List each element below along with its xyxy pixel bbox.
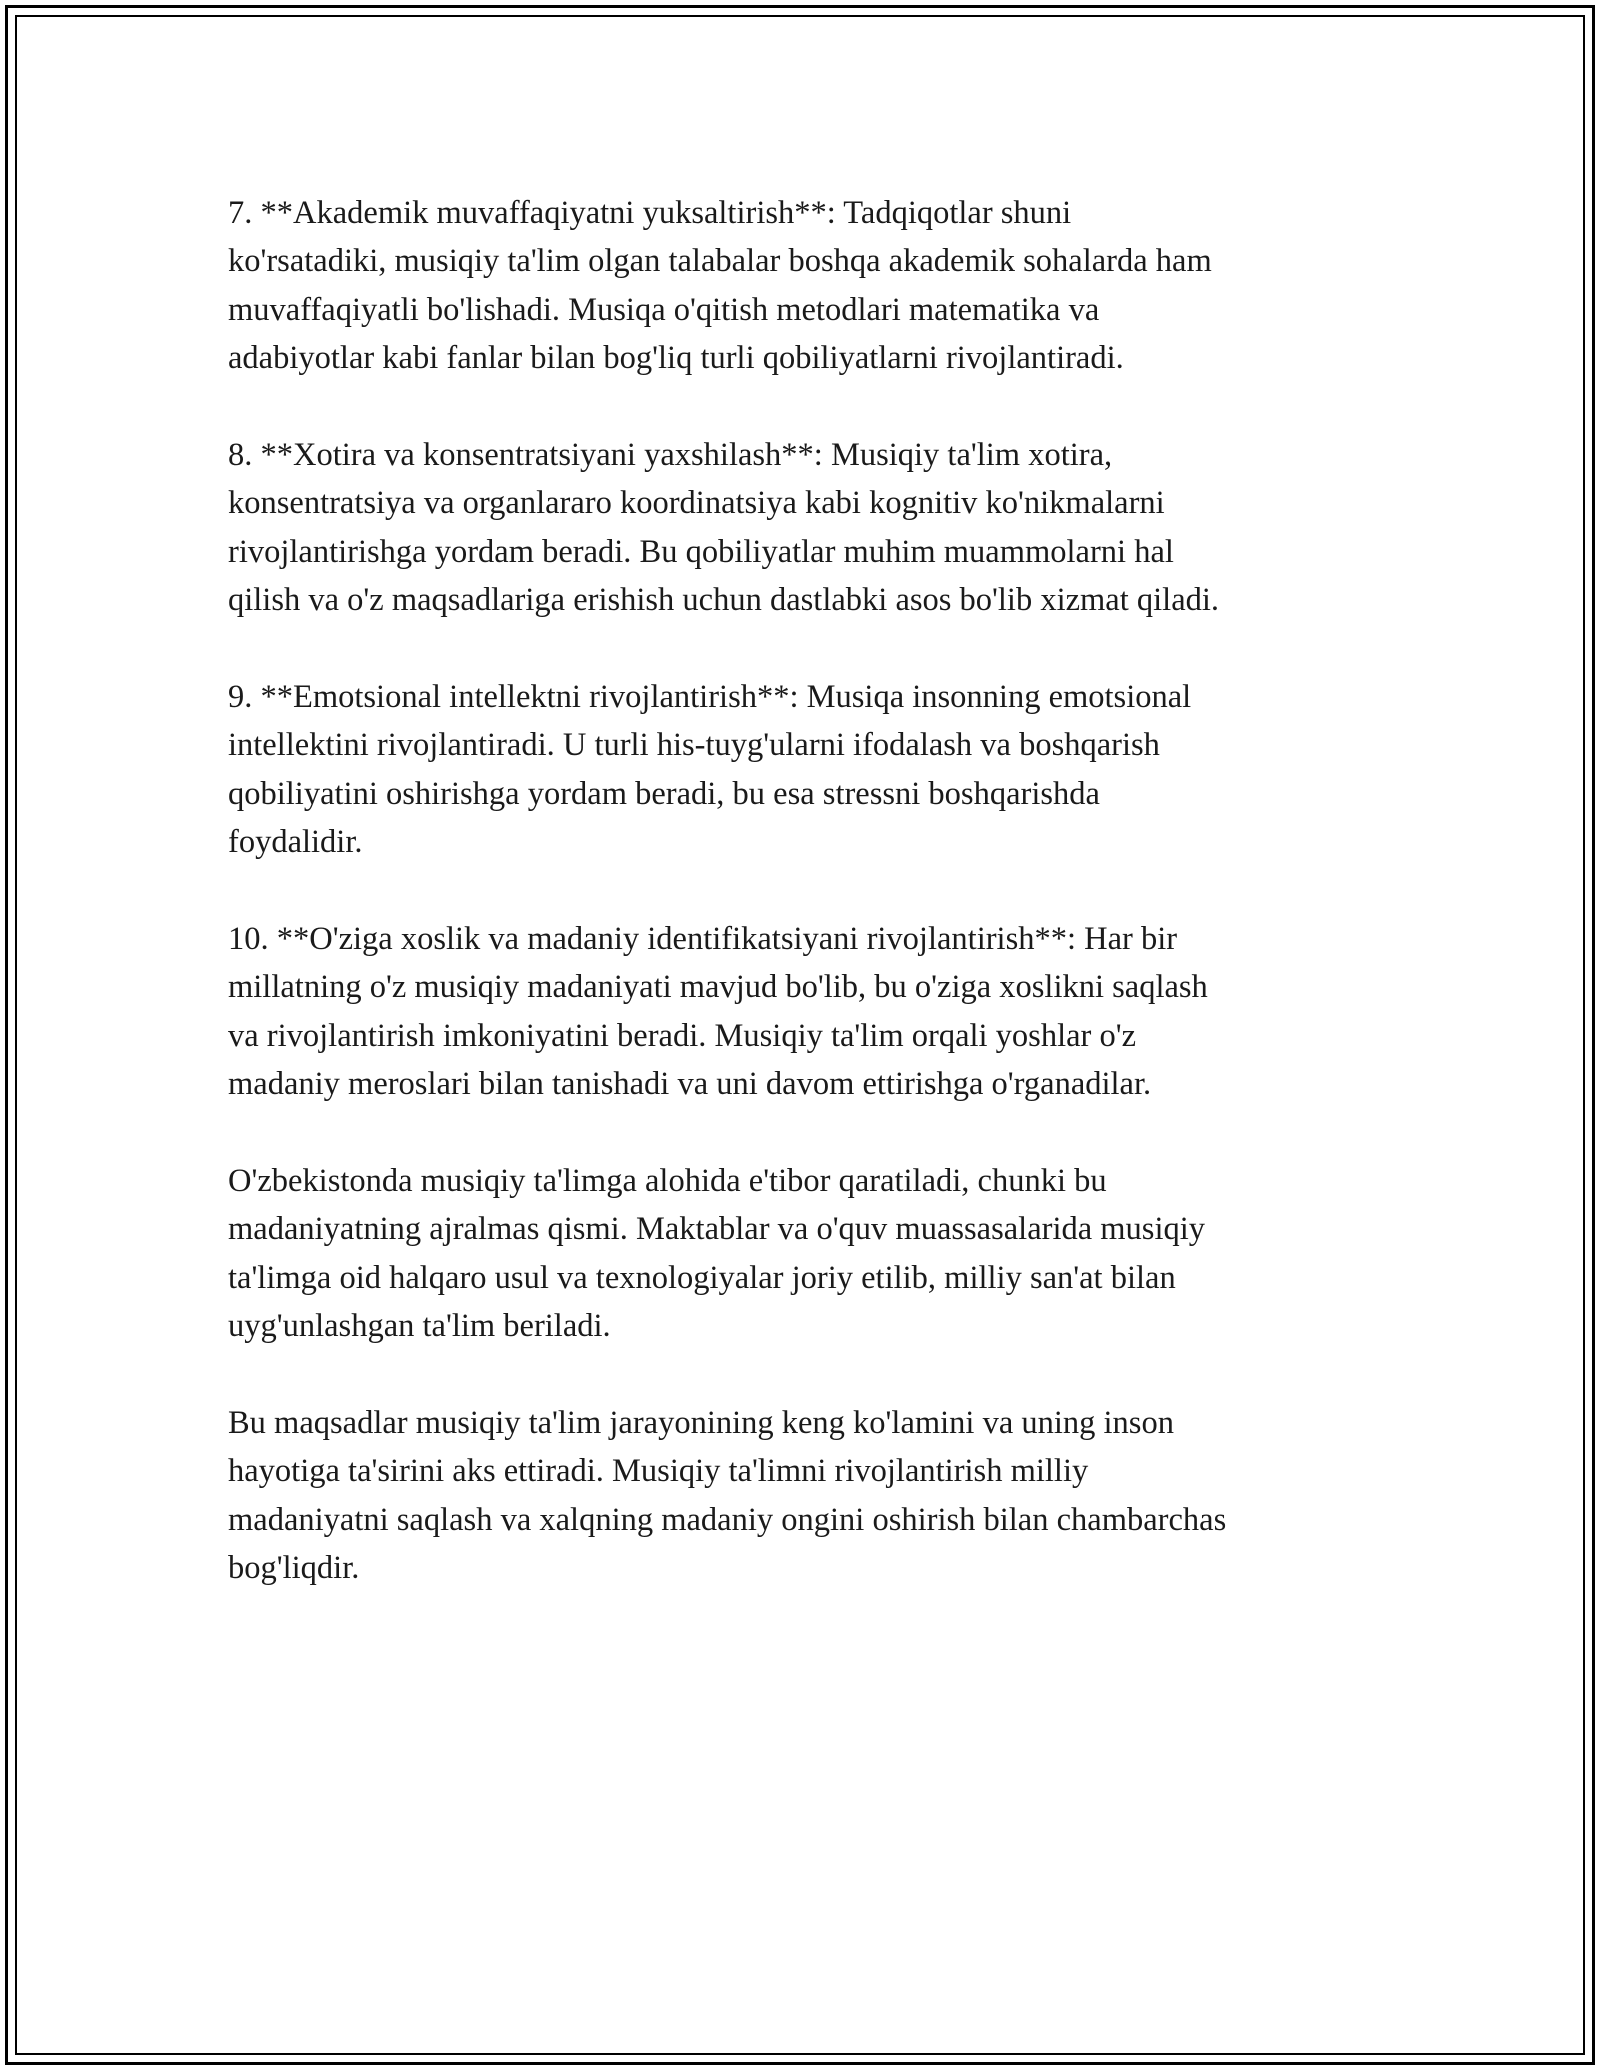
paragraph-item-9: 9. **Emotsional intellektni rivojlantirish**: Musiqa insonning emotsional intellektini rivojlantiradi. U turli his-tuyg'ularni ifodalash va boshqarish qobiliyatini oshirishga yordam beradi, bu esa stressni boshqarishda foydalidir. (228, 679, 1192, 861)
paragraph-item-8: 8. **Xotira va konsentratsiyani yaxshilash**: Musiqiy ta'lim xotira, konsentratsiya va organlararo koordinatsiya kabi kognitiv ko'nikmalarni rivojlantirishga yordam beradi. Bu qobiliyatlar muhim muammolarni hal qilish va o'z maqsadlariga erishish uchun dastlabki asos bo'lib xizmat qiladi. (228, 437, 1220, 619)
paragraph-uzbekistan: O'zbekistonda musiqiy ta'limga alohida e'tibor qaratiladi, chunki bu madaniyatning ajralmas qismi. Maktablar va o'quv muassasalarida musiqiy ta'limga oid halqaro usul va texnologiyalar joriy etilib, milliy san'at bilan uyg'unlashgan ta'lim beriladi. (228, 1163, 1206, 1345)
paragraph-item-7: 7. **Akademik muvaffaqiyatni yuksaltirish**: Tadqiqotlar shuni ko'rsatadiki, musiqiy ta'lim olgan talabalar boshqa akademik sohalarda ham muvaffaqiyatli bo'lishadi. Musiqa o'qitish metodlari matematika va adabiyotlar kabi fanlar bilan bog'liq turli qobiliyatlarni rivojlantiradi. (228, 195, 1212, 377)
document-body (228, 189, 1388, 1641)
paragraph-conclusion: Bu maqsadlar musiqiy ta'lim jarayonining keng ko'lamini va uning inson hayotiga ta'sirini aks ettiradi. Musiqiy ta'limni rivojlantirish milliy madaniyatni saqlash va xalqning madaniy ongini oshirish bilan chambarchas bog'liqdir. (228, 1405, 1227, 1587)
paragraph-item-10: 10. **O'ziga xoslik va madaniy identifikatsiyani rivojlantirish**: Har bir millatning o'z musiqiy madaniyati mavjud bo'lib, bu o'ziga xoslikni saqlash va rivojlantirish imkoniyatini beradi. Musiqiy ta'lim orqali yoshlar o'z madaniy meroslari bilan tanishadi va uni davom ettirishga o'rganadilar. (228, 921, 1208, 1103)
